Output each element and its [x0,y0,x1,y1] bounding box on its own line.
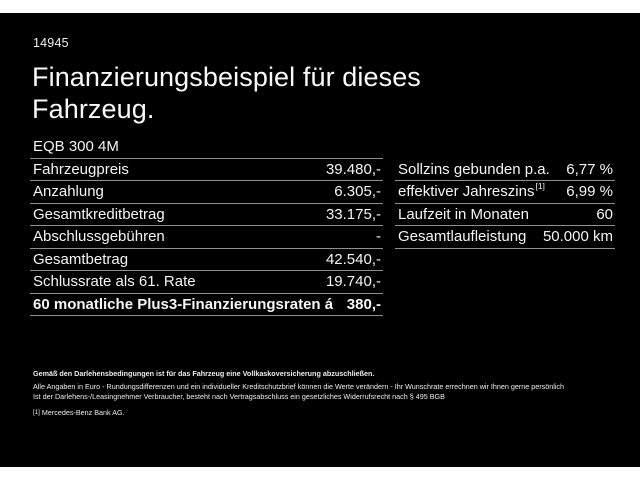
table-row-monthly-rate: 60 monatliche Plus3-Finanzierungsraten á 380,- [30,294,383,317]
financing-tables [30,136,615,316]
table-row: Gesamtkreditbetrag 33.175,- [30,204,383,227]
table-row: Gesamtlaufleistung 50.000 km [395,226,615,249]
table-row: Gesamtbetrag 42.540,- [30,249,383,272]
legal-footer [33,369,626,419]
page-title-line2: Fahrzeug. [32,93,155,124]
disclaimer-line1: Alle Angaben in Euro - Rundungsdifferenzen und ein individueller Kreditschutzbrief können die Werte verändern - Ihr Wunschrate errechnen wir Ihnen gerne persönlich [33,382,564,391]
table-row: Sollzins gebunden p.a. 6,77 % [395,159,615,182]
conditions-table [395,159,615,317]
finance-table [30,136,383,316]
vehicle-model-row [30,136,383,159]
table-row: Abschlussgebühren - [30,226,383,249]
listing-ref-number: 14945 [33,36,69,50]
table-row: Laufzeit in Monaten 60 [395,204,615,227]
footnote-marker: [1] [535,181,545,192]
insurance-note: Gemäß den Darlehensbedingungen ist für das Fahrzeug eine Vollkaskoversicherung abzuschließen. [33,369,375,378]
disclaimer-line2: Ist der Darlehens-/Leasingnehmer Verbraucher, besteht nach Vertragsabschluss ein gesetzliches Widerrufsrecht nach § 495 BGB [33,392,445,401]
footnote-text: Mercedes-Benz Bank AG. [41,408,125,417]
footnote-marker: [1] [33,409,40,416]
content-panel [0,13,640,467]
page-title [32,62,421,125]
page-title-line1: Finanzierungsbeispiel für dieses [32,62,421,92]
table-row: Fahrzeugpreis 39.480,- [30,159,383,182]
table-row: Anzahlung 6.305,- [30,181,383,204]
vehicle-model-label: EQB 300 4M [33,138,119,156]
table-row: effektiver Jahreszins[1] 6,99 % [395,181,615,204]
table-row: Schlussrate als 61. Rate 19.740,- [30,271,383,294]
bank-footnote [33,408,626,419]
